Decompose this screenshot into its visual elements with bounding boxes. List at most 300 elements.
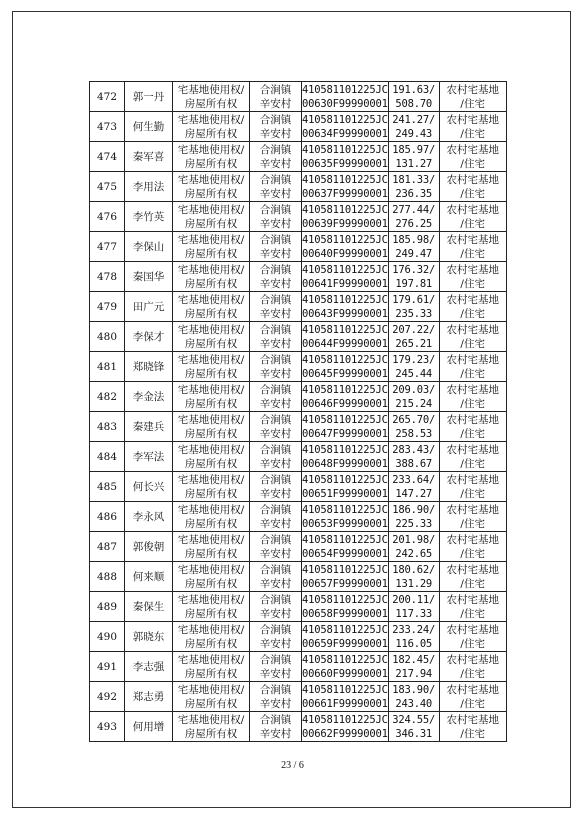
- area-value-line: 346.31: [395, 727, 433, 740]
- land-use-line: /住宅: [460, 307, 485, 320]
- location-cell: [250, 592, 302, 622]
- area-value-cell: [388, 562, 439, 592]
- right-type-line: 宅基地使用权/: [177, 563, 245, 576]
- right-type-line: 房屋所有权: [184, 337, 238, 350]
- location-cell: [250, 712, 302, 742]
- right-type-line: 房屋所有权: [184, 247, 238, 260]
- unit-code-line: 410581101225JC: [302, 563, 388, 576]
- right-type-line: 宅基地使用权/: [177, 443, 245, 456]
- unit-code-line: 410581101225JC: [302, 113, 388, 126]
- table-row: [90, 322, 507, 352]
- area-value-line: 324.55/: [392, 713, 436, 726]
- land-use-line: /住宅: [460, 577, 485, 590]
- table-row: [90, 82, 507, 112]
- area-value-line: 200.11/: [392, 593, 436, 606]
- right-type-line: 房屋所有权: [184, 187, 238, 200]
- unit-code-cell: [302, 712, 389, 742]
- right-type-line: 宅基地使用权/: [177, 413, 245, 426]
- right-type-line: 房屋所有权: [184, 637, 238, 650]
- location-line: 合涧镇: [259, 353, 292, 366]
- unit-code-line: 00630F99990001: [302, 97, 388, 110]
- area-value-cell: [388, 112, 439, 142]
- unit-code-line: 410581101225JC: [302, 323, 388, 336]
- right-type-line: 房屋所有权: [184, 157, 238, 170]
- area-value-line: 131.29: [395, 577, 433, 590]
- owner-name-cell: 李军法: [125, 442, 173, 472]
- table-row: [90, 112, 507, 142]
- area-value-line: 197.81: [395, 277, 433, 290]
- area-value-line: 265.70/: [392, 413, 436, 426]
- right-type-line: 宅基地使用权/: [177, 113, 245, 126]
- unit-code-cell: [302, 532, 389, 562]
- row-number-cell: 476: [90, 202, 125, 232]
- area-value-cell: [388, 262, 439, 292]
- land-use-cell: [439, 652, 506, 682]
- unit-code-line: 410581101225JC: [302, 413, 388, 426]
- unit-code-line: 00658F99990001: [302, 607, 388, 620]
- location-line: 辛安村: [259, 277, 292, 290]
- land-use-cell: [439, 442, 506, 472]
- row-number-cell: 492: [90, 682, 125, 712]
- owner-name-cell: 秦军喜: [125, 142, 173, 172]
- right-type-cell: [173, 622, 250, 652]
- land-use-line: 农村宅基地: [446, 503, 499, 516]
- location-line: 辛安村: [259, 637, 292, 650]
- unit-code-line: 00647F99990001: [302, 427, 388, 440]
- location-line: 合涧镇: [259, 113, 292, 126]
- location-cell: [250, 502, 302, 532]
- right-type-line: 宅基地使用权/: [177, 203, 245, 216]
- location-line: 合涧镇: [259, 323, 292, 336]
- location-cell: [250, 472, 302, 502]
- land-use-line: 农村宅基地: [446, 623, 499, 636]
- unit-code-cell: [302, 592, 389, 622]
- right-type-line: 房屋所有权: [184, 487, 238, 500]
- area-value-cell: [388, 202, 439, 232]
- land-use-cell: [439, 232, 506, 262]
- area-value-cell: [388, 352, 439, 382]
- area-value-line: 117.33: [395, 607, 433, 620]
- right-type-line: 房屋所有权: [184, 97, 238, 110]
- right-type-line: 房屋所有权: [184, 217, 238, 230]
- area-value-cell: [388, 382, 439, 412]
- right-type-line: 房屋所有权: [184, 457, 238, 470]
- row-number-cell: 477: [90, 232, 125, 262]
- table-row: [90, 682, 507, 712]
- right-type-cell: [173, 472, 250, 502]
- right-type-line: 房屋所有权: [184, 367, 238, 380]
- location-line: 合涧镇: [259, 563, 292, 576]
- unit-code-cell: [302, 412, 389, 442]
- unit-code-cell: [302, 502, 389, 532]
- area-value-line: 277.44/: [392, 203, 436, 216]
- area-value-line: 258.53: [395, 427, 433, 440]
- unit-code-line: 00637F99990001: [302, 187, 388, 200]
- area-value-cell: [388, 82, 439, 112]
- area-value-line: 217.94: [395, 667, 433, 680]
- unit-code-line: 00646F99990001: [302, 397, 388, 410]
- area-value-cell: [388, 232, 439, 262]
- area-value-line: 181.33/: [392, 173, 436, 186]
- area-value-line: 508.70: [395, 97, 433, 110]
- unit-code-cell: [302, 262, 389, 292]
- unit-code-line: 410581101225JC: [302, 293, 388, 306]
- location-line: 合涧镇: [259, 383, 292, 396]
- right-type-cell: [173, 592, 250, 622]
- area-value-line: 185.97/: [392, 143, 436, 156]
- location-cell: [250, 82, 302, 112]
- location-line: 辛安村: [259, 307, 292, 320]
- location-line: 辛安村: [259, 97, 292, 110]
- land-use-line: 农村宅基地: [446, 563, 499, 576]
- owner-name-cell: 李志强: [125, 652, 173, 682]
- location-cell: [250, 232, 302, 262]
- row-number-cell: 483: [90, 412, 125, 442]
- right-type-line: 房屋所有权: [184, 697, 238, 710]
- unit-code-line: 00659F99990001: [302, 637, 388, 650]
- location-line: 合涧镇: [259, 233, 292, 246]
- owner-name-cell: 秦国华: [125, 262, 173, 292]
- unit-code-line: 410581101225JC: [302, 383, 388, 396]
- right-type-cell: [173, 562, 250, 592]
- location-line: 辛安村: [259, 217, 292, 230]
- right-type-cell: [173, 112, 250, 142]
- location-cell: [250, 532, 302, 562]
- right-type-line: 宅基地使用权/: [177, 323, 245, 336]
- unit-code-cell: [302, 292, 389, 322]
- area-value-line: 265.21: [395, 337, 433, 350]
- area-value-line: 207.22/: [392, 323, 436, 336]
- land-use-line: 农村宅基地: [446, 413, 499, 426]
- land-use-cell: [439, 262, 506, 292]
- area-value-line: 131.27: [395, 157, 433, 170]
- location-cell: [250, 442, 302, 472]
- table-row: [90, 652, 507, 682]
- land-use-cell: [439, 322, 506, 352]
- area-value-line: 233.24/: [392, 623, 436, 636]
- row-number-cell: 488: [90, 562, 125, 592]
- right-type-cell: [173, 172, 250, 202]
- unit-code-line: 00635F99990001: [302, 157, 388, 170]
- right-type-cell: [173, 82, 250, 112]
- row-number-cell: 481: [90, 352, 125, 382]
- unit-code-cell: [302, 682, 389, 712]
- owner-name-cell: 秦建兵: [125, 412, 173, 442]
- area-value-line: 185.98/: [392, 233, 436, 246]
- location-line: 辛安村: [259, 157, 292, 170]
- right-type-cell: [173, 262, 250, 292]
- unit-code-cell: [302, 442, 389, 472]
- location-cell: [250, 652, 302, 682]
- right-type-line: 房屋所有权: [184, 427, 238, 440]
- unit-code-line: 00641F99990001: [302, 277, 388, 290]
- area-value-line: 235.33: [395, 307, 433, 320]
- location-line: 合涧镇: [259, 713, 292, 726]
- unit-code-cell: [302, 82, 389, 112]
- right-type-line: 宅基地使用权/: [177, 83, 245, 96]
- area-value-line: 245.44: [395, 367, 433, 380]
- location-line: 辛安村: [259, 577, 292, 590]
- location-line: 合涧镇: [259, 293, 292, 306]
- location-line: 合涧镇: [259, 413, 292, 426]
- unit-code-line: 00653F99990001: [302, 517, 388, 530]
- owner-name-cell: 何来顺: [125, 562, 173, 592]
- land-use-cell: [439, 472, 506, 502]
- land-use-line: 农村宅基地: [446, 653, 499, 666]
- area-value-line: 243.40: [395, 697, 433, 710]
- location-cell: [250, 622, 302, 652]
- location-cell: [250, 202, 302, 232]
- location-line: 合涧镇: [259, 473, 292, 486]
- location-line: 合涧镇: [259, 443, 292, 456]
- row-number-cell: 474: [90, 142, 125, 172]
- row-number-cell: 482: [90, 382, 125, 412]
- location-line: 辛安村: [259, 667, 292, 680]
- area-value-cell: [388, 652, 439, 682]
- owner-name-cell: 郭晓东: [125, 622, 173, 652]
- land-use-line: 农村宅基地: [446, 353, 499, 366]
- area-value-cell: [388, 142, 439, 172]
- location-line: 辛安村: [259, 337, 292, 350]
- land-use-line: 农村宅基地: [446, 683, 499, 696]
- land-use-line: /住宅: [460, 487, 485, 500]
- unit-code-line: 410581101225JC: [302, 593, 388, 606]
- right-type-cell: [173, 712, 250, 742]
- table-row: [90, 442, 507, 472]
- unit-code-line: 00634F99990001: [302, 127, 388, 140]
- row-number-cell: 486: [90, 502, 125, 532]
- right-type-line: 房屋所有权: [184, 607, 238, 620]
- land-use-line: /住宅: [460, 157, 485, 170]
- land-use-cell: [439, 172, 506, 202]
- land-use-cell: [439, 532, 506, 562]
- table-row: [90, 382, 507, 412]
- unit-code-line: 00662F99990001: [302, 727, 388, 740]
- right-type-cell: [173, 382, 250, 412]
- land-use-line: 农村宅基地: [446, 383, 499, 396]
- land-use-line: /住宅: [460, 607, 485, 620]
- owner-name-cell: 李永风: [125, 502, 173, 532]
- area-value-line: 183.90/: [392, 683, 436, 696]
- unit-code-line: 410581101225JC: [302, 203, 388, 216]
- table-row: [90, 622, 507, 652]
- unit-code-line: 410581101225JC: [302, 173, 388, 186]
- location-line: 辛安村: [259, 457, 292, 470]
- area-value-line: 179.23/: [392, 353, 436, 366]
- right-type-line: 宅基地使用权/: [177, 293, 245, 306]
- table-row: [90, 472, 507, 502]
- table-row: [90, 532, 507, 562]
- right-type-line: 宅基地使用权/: [177, 353, 245, 366]
- location-line: 合涧镇: [259, 533, 292, 546]
- land-use-line: /住宅: [460, 127, 485, 140]
- unit-code-cell: [302, 652, 389, 682]
- owner-name-cell: 郑晓锋: [125, 352, 173, 382]
- area-value-line: 191.63/: [392, 83, 436, 96]
- land-use-line: 农村宅基地: [446, 443, 499, 456]
- right-type-line: 房屋所有权: [184, 397, 238, 410]
- area-value-line: 201.98/: [392, 533, 436, 546]
- unit-code-line: 410581101225JC: [302, 353, 388, 366]
- unit-code-line: 410581101225JC: [302, 143, 388, 156]
- land-use-line: /住宅: [460, 667, 485, 680]
- area-value-line: 147.27: [395, 487, 433, 500]
- table-row: [90, 292, 507, 322]
- unit-code-line: 410581101225JC: [302, 713, 388, 726]
- location-line: 合涧镇: [259, 143, 292, 156]
- row-number-cell: 473: [90, 112, 125, 142]
- unit-code-cell: [302, 142, 389, 172]
- table-row: [90, 262, 507, 292]
- right-type-line: 宅基地使用权/: [177, 653, 245, 666]
- unit-code-line: 410581101225JC: [302, 653, 388, 666]
- unit-code-line: 410581101225JC: [302, 83, 388, 96]
- right-type-cell: [173, 292, 250, 322]
- right-type-line: 宅基地使用权/: [177, 263, 245, 276]
- owner-name-cell: 何用增: [125, 712, 173, 742]
- location-line: 合涧镇: [259, 653, 292, 666]
- unit-code-cell: [302, 622, 389, 652]
- location-line: 辛安村: [259, 517, 292, 530]
- land-use-line: 农村宅基地: [446, 113, 499, 126]
- owner-name-cell: 李保山: [125, 232, 173, 262]
- land-use-cell: [439, 592, 506, 622]
- land-use-cell: [439, 502, 506, 532]
- area-value-cell: [388, 322, 439, 352]
- land-use-line: /住宅: [460, 637, 485, 650]
- table-row: [90, 502, 507, 532]
- unit-code-cell: [302, 562, 389, 592]
- land-use-line: /住宅: [460, 457, 485, 470]
- location-line: 辛安村: [259, 487, 292, 500]
- location-cell: [250, 382, 302, 412]
- land-use-line: /住宅: [460, 517, 485, 530]
- land-use-cell: [439, 292, 506, 322]
- unit-code-line: 00661F99990001: [302, 697, 388, 710]
- owner-name-cell: 李保才: [125, 322, 173, 352]
- owner-name-cell: 李用法: [125, 172, 173, 202]
- area-value-line: 388.67: [395, 457, 433, 470]
- land-use-line: /住宅: [460, 367, 485, 380]
- unit-code-line: 410581101225JC: [302, 443, 388, 456]
- row-number-cell: 485: [90, 472, 125, 502]
- area-value-cell: [388, 502, 439, 532]
- land-use-line: 农村宅基地: [446, 713, 499, 726]
- unit-code-line: 00640F99990001: [302, 247, 388, 260]
- right-type-cell: [173, 652, 250, 682]
- table-body: [90, 82, 507, 742]
- location-cell: [250, 562, 302, 592]
- location-line: 辛安村: [259, 127, 292, 140]
- row-number-cell: 490: [90, 622, 125, 652]
- row-number-cell: 484: [90, 442, 125, 472]
- area-value-line: 283.43/: [392, 443, 436, 456]
- right-type-line: 房屋所有权: [184, 577, 238, 590]
- right-type-cell: [173, 412, 250, 442]
- area-value-cell: [388, 472, 439, 502]
- right-type-line: 宅基地使用权/: [177, 233, 245, 246]
- area-value-line: 242.65: [395, 547, 433, 560]
- row-number-cell: 491: [90, 652, 125, 682]
- row-number-cell: 475: [90, 172, 125, 202]
- location-line: 辛安村: [259, 607, 292, 620]
- location-line: 辛安村: [259, 727, 292, 740]
- area-value-cell: [388, 412, 439, 442]
- location-cell: [250, 292, 302, 322]
- location-line: 辛安村: [259, 397, 292, 410]
- unit-code-line: 410581101225JC: [302, 683, 388, 696]
- location-cell: [250, 412, 302, 442]
- location-cell: [250, 112, 302, 142]
- location-line: 辛安村: [259, 187, 292, 200]
- area-value-line: 182.45/: [392, 653, 436, 666]
- table-row: [90, 232, 507, 262]
- land-use-line: /住宅: [460, 337, 485, 350]
- owner-name-cell: 田广元: [125, 292, 173, 322]
- location-cell: [250, 322, 302, 352]
- location-line: 辛安村: [259, 427, 292, 440]
- area-value-cell: [388, 592, 439, 622]
- table-row: [90, 562, 507, 592]
- unit-code-cell: [302, 232, 389, 262]
- location-cell: [250, 682, 302, 712]
- right-type-cell: [173, 442, 250, 472]
- area-value-cell: [388, 712, 439, 742]
- land-use-cell: [439, 82, 506, 112]
- area-value-line: 215.24: [395, 397, 433, 410]
- unit-code-line: 410581101225JC: [302, 473, 388, 486]
- area-value-cell: [388, 172, 439, 202]
- land-use-line: 农村宅基地: [446, 593, 499, 606]
- area-value-cell: [388, 442, 439, 472]
- land-use-line: 农村宅基地: [446, 473, 499, 486]
- unit-code-cell: [302, 352, 389, 382]
- area-value-cell: [388, 682, 439, 712]
- land-use-cell: [439, 352, 506, 382]
- location-line: 合涧镇: [259, 593, 292, 606]
- table-row: [90, 202, 507, 232]
- owner-name-cell: 李竹英: [125, 202, 173, 232]
- land-use-line: /住宅: [460, 727, 485, 740]
- area-value-line: 116.05: [395, 637, 433, 650]
- property-registry-table: [89, 81, 507, 742]
- right-type-cell: [173, 202, 250, 232]
- right-type-cell: [173, 322, 250, 352]
- owner-name-cell: 李金法: [125, 382, 173, 412]
- owner-name-cell: 郑志勇: [125, 682, 173, 712]
- land-use-cell: [439, 142, 506, 172]
- location-cell: [250, 172, 302, 202]
- unit-code-line: 00660F99990001: [302, 667, 388, 680]
- right-type-line: 宅基地使用权/: [177, 473, 245, 486]
- unit-code-line: 00639F99990001: [302, 217, 388, 230]
- area-value-line: 249.43: [395, 127, 433, 140]
- owner-name-cell: 何长兴: [125, 472, 173, 502]
- row-number-cell: 472: [90, 82, 125, 112]
- row-number-cell: 487: [90, 532, 125, 562]
- land-use-line: 农村宅基地: [446, 143, 499, 156]
- row-number-cell: 480: [90, 322, 125, 352]
- page-number: 23 / 6: [281, 760, 304, 771]
- location-line: 合涧镇: [259, 263, 292, 276]
- unit-code-cell: [302, 202, 389, 232]
- unit-code-cell: [302, 172, 389, 202]
- location-line: 合涧镇: [259, 503, 292, 516]
- land-use-line: 农村宅基地: [446, 233, 499, 246]
- location-line: 合涧镇: [259, 623, 292, 636]
- right-type-line: 宅基地使用权/: [177, 593, 245, 606]
- area-value-line: 236.35: [395, 187, 433, 200]
